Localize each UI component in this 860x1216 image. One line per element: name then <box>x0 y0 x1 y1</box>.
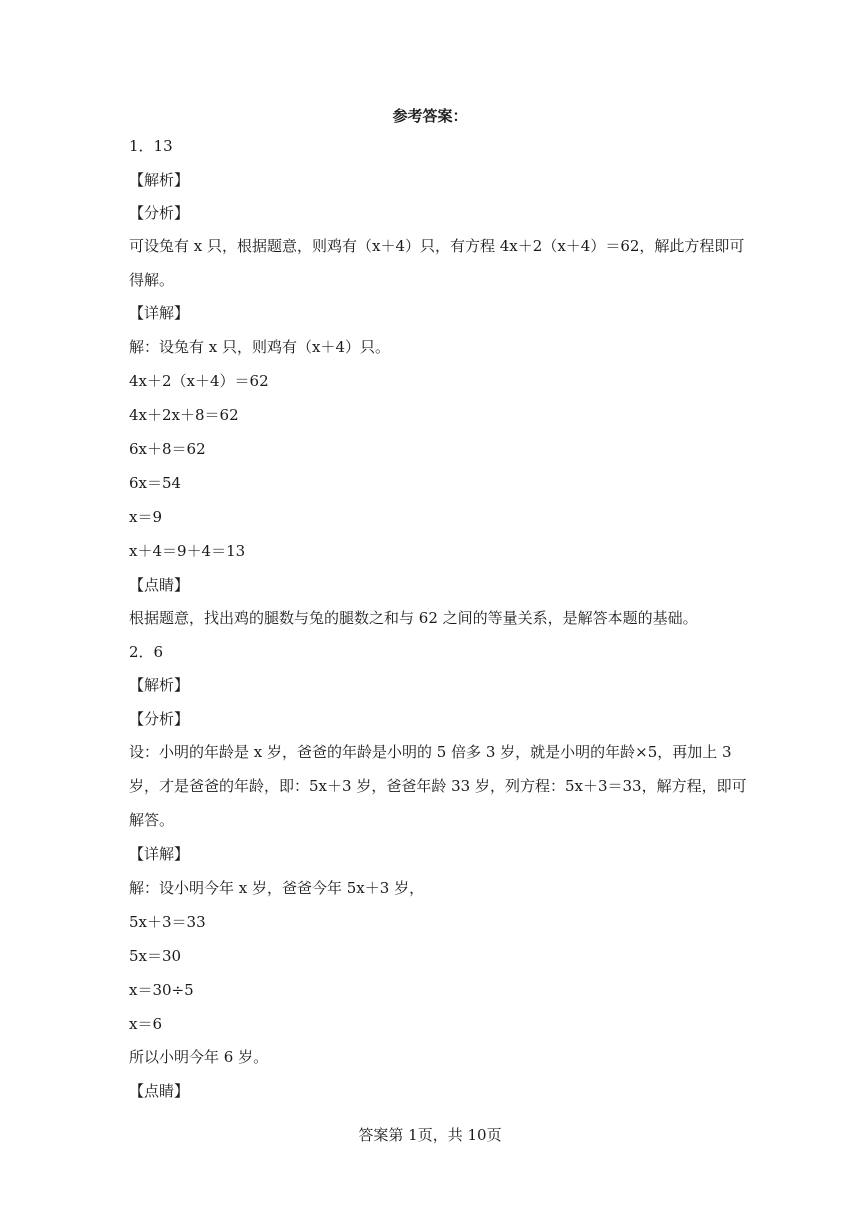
q2-fenxi-text-line1: 设：小明的年龄是 x 岁，爸爸的年龄是小明的 5 倍多 3 岁，就是小明的年龄×5，再加上 3 <box>129 743 732 761</box>
q2-equation-step4: x＝6 <box>129 1015 163 1033</box>
q2-equation-step3: x＝30÷5 <box>129 981 194 999</box>
q2-analysis-heading: 【解析】 <box>129 676 190 694</box>
q1-detail-heading: 【详解】 <box>129 304 190 322</box>
q2-equation-step1: 5x＋3＝33 <box>129 913 206 931</box>
q1-equation-step6: x＋4＝9＋4＝13 <box>129 542 246 560</box>
q1-detail-setup: 解：设兔有 x 只，则鸡有（x＋4）只。 <box>129 338 391 356</box>
q1-equation-step5: x＝9 <box>129 508 163 526</box>
q1-equation-step2: 4x＋2x＋8＝62 <box>129 406 239 424</box>
q1-analysis-heading: 【解析】 <box>129 171 190 189</box>
q1-dianjing-heading: 【点睛】 <box>129 576 190 594</box>
q2-equation-step2: 5x＝30 <box>129 947 182 965</box>
q1-number: 1．13 <box>129 137 173 155</box>
q1-fenxi-text-line1: 可设兔有 x 只，根据题意，则鸡有（x＋4）只，有方程 4x＋2（x＋4）＝62，解此方程即可 <box>129 237 745 255</box>
q2-number: 2．6 <box>129 643 164 661</box>
q2-fenxi-heading: 【分析】 <box>129 710 190 728</box>
q2-detail-setup: 解：设小明今年 x 岁，爸爸今年 5x＋3 岁， <box>129 879 425 897</box>
q2-fenxi-text-line3: 解答。 <box>129 811 175 829</box>
q2-dianjing-heading: 【点睛】 <box>129 1082 190 1100</box>
q1-fenxi-text-line2: 得解。 <box>129 271 175 289</box>
q1-equation-step1: 4x＋2（x＋4）＝62 <box>129 372 269 390</box>
answer-title: 参考答案： <box>392 107 468 125</box>
q1-equation-step4: 6x＝54 <box>129 474 182 492</box>
q2-detail-heading: 【详解】 <box>129 845 190 863</box>
page-footer: 答案第 1页，共 10页 <box>358 1126 502 1144</box>
q1-dianjing-text: 根据题意，找出鸡的腿数与兔的腿数之和与 62 之间的等量关系，是解答本题的基础。 <box>129 609 698 627</box>
q1-fenxi-heading: 【分析】 <box>129 204 190 222</box>
q2-fenxi-text-line2: 岁，才是爸爸的年龄，即：5x＋3 岁，爸爸年龄 33 岁，列方程：5x＋3＝33，解方程，即可 <box>129 777 747 795</box>
q2-conclusion: 所以小明今年 6 岁。 <box>129 1048 269 1066</box>
q1-equation-step3: 6x＋8＝62 <box>129 440 206 458</box>
